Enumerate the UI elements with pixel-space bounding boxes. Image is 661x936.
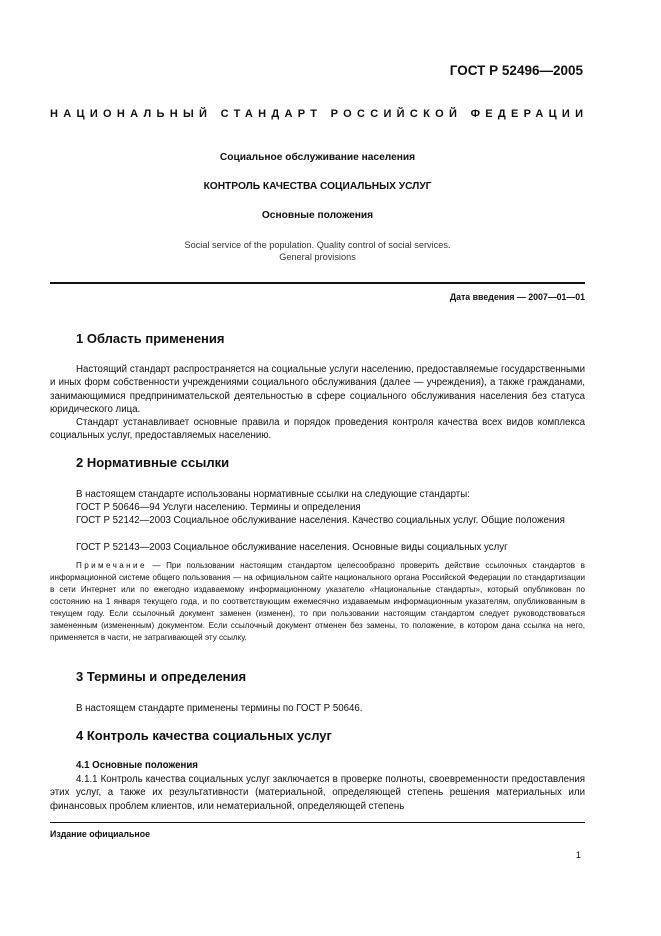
- reference-1: ГОСТ Р 50646—94 Услуги населению. Термины и определения: [76, 502, 361, 513]
- reference-3: ГОСТ Р 52143—2003 Социальное обслуживание населения. Основные виды социальных услуг: [76, 542, 508, 553]
- title-line-1: Социальное обслуживание населения: [219, 152, 416, 163]
- section-1-paragraph-1: Настоящий стандарт распространяется на социальные услуги населению, предоставляемые государственными и иных форм собственности учреждениями социального обслуживания (далее — учреждения), а также гражданами, занимающимися предпринимательской деятельностью в сфере социального обслуживания населения без статуса юридического лица.: [50, 364, 585, 416]
- introduction-date: Дата введения — 2007—01—01: [449, 292, 585, 302]
- section-4-paragraph: 4.1.1 Контроль качества социальных услуг заключается в проверке полноты, своевременности предоставления этих услуг, а также их результативности (материальной, определяющей степень решения материальных или финансовых проблем клиентов, или нематериальной, определяющей степень: [50, 774, 585, 812]
- note-text: — При пользовании настоящим стандартом целесообразно проверить действие ссылочных стандартов в информационной системе общего пользования — на официальном сайте национального органа Российской Федерации по стандартизации в сети Интернет или по ежегодно издаваемому информационному указателю «Национальные стандарты», который опубликован по состоянию на 1 января текущего года, и по соответствующим ежемесячно издаваемым информационным указателям, опубликованным в текущем году. Если ссылочный документ заменен (изменен), то при пользовании настоящим стандартом следует руководствоваться замененным (измененным) документом. Если ссылочный документ отменен без замены, то положение, в котором дана ссылка на него, применяется в части, не затрагивающей эту ссылку.: [50, 561, 585, 642]
- english-title-1: Social service of the population. Quality control of social services.: [184, 240, 451, 250]
- reference-2: ГОСТ Р 52142—2003 Социальное обслуживание населения. Качество социальных услуг. Общие положения: [76, 515, 565, 526]
- national-standard-banner: НАЦИОНАЛЬНЫЙ СТАНДАРТ РОССИЙСКОЙ ФЕДЕРАЦИИ: [50, 108, 589, 120]
- title-divider: [50, 282, 585, 284]
- section-1-heading: 1 Область применения: [76, 331, 225, 346]
- section-2-heading: 2 Нормативные ссылки: [76, 455, 230, 470]
- section-4-heading: 4 Контроль качества социальных услуг: [76, 728, 332, 743]
- page-number: 1: [575, 850, 581, 861]
- title-line-2: КОНТРОЛЬ КАЧЕСТВА СОЦИАЛЬНЫХ УСЛУГ: [203, 181, 432, 192]
- section-1-paragraph-2: Стандарт устанавливает основные правила и порядок проведения контроля качества всех видов комплекса социальных услуг, предоставляемых населению.: [50, 417, 585, 442]
- section-2-note: [50, 560, 585, 644]
- edition-label: Издание официальное: [50, 829, 150, 839]
- section-3-text: В настоящем стандарте применены термины по ГОСТ Р 50646.: [76, 703, 363, 714]
- title-line-3: Основные положения: [261, 210, 374, 221]
- section-3-heading: 3 Термины и определения: [76, 669, 247, 684]
- footer-divider: [50, 822, 585, 823]
- section-2-intro: В настоящем стандарте использованы нормативные ссылки на следующие стандарты:: [76, 489, 470, 500]
- note-label: Примечание: [76, 561, 147, 570]
- english-title-2: General provisions: [279, 252, 356, 262]
- subsection-4-1-heading: 4.1 Основные положения: [76, 760, 198, 771]
- document-code: ГОСТ Р 52496—2005: [449, 63, 583, 78]
